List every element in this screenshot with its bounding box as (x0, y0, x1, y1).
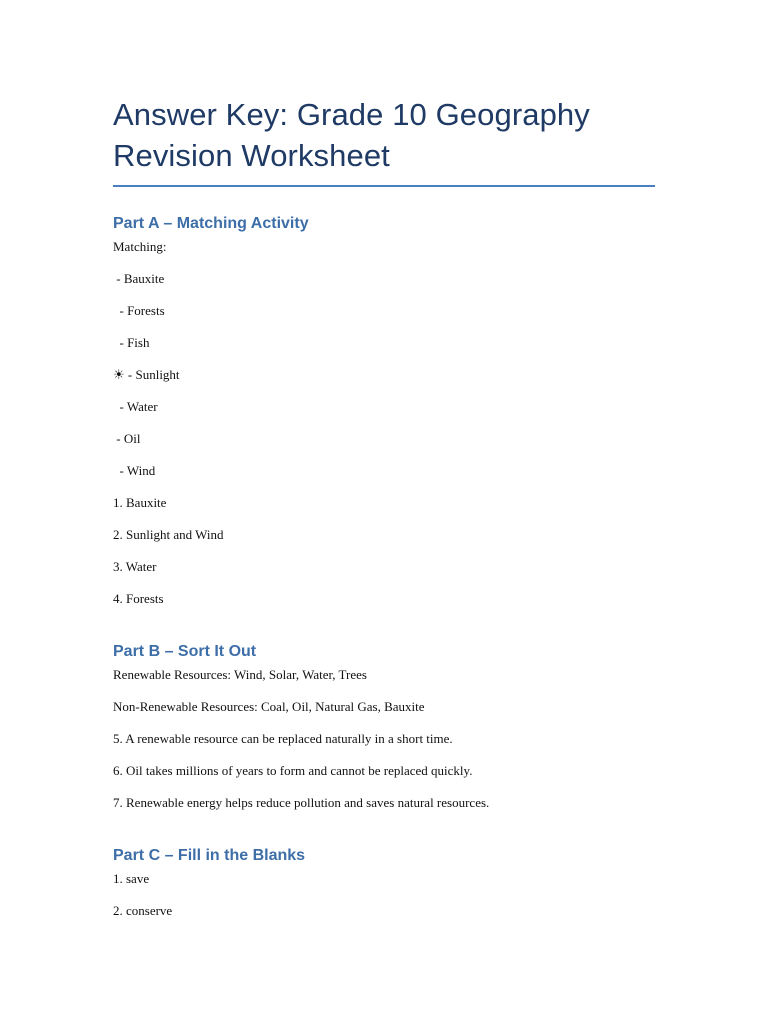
section-c-line: 1. save (113, 871, 150, 886)
section-a-line: Matching: (113, 239, 167, 254)
document-page (113, 94, 655, 187)
section-b-line: Non-Renewable Resources: Coal, Oil, Natural Gas, Bauxite (113, 699, 425, 714)
section-b-line: Renewable Resources: Wind, Solar, Water, Trees (113, 667, 367, 682)
section-a-line: - Fish (113, 335, 150, 350)
section-a-line: 1. Bauxite (113, 495, 167, 510)
section-b-line: 5. A renewable resource can be replaced naturally in a short time. (113, 731, 453, 746)
section-b-line: 7. Renewable energy helps reduce pollution and saves natural resources. (113, 795, 490, 810)
section-a-line: - Bauxite (113, 271, 165, 286)
section-c-line: 2. conserve (113, 903, 173, 918)
section-a-line: 2. Sunlight and Wind (113, 527, 224, 542)
section-a-line: ☀ - Sunlight (113, 367, 180, 382)
section-b-line: 6. Oil takes millions of years to form and cannot be replaced quickly. (113, 763, 473, 778)
section-a-line: - Forests (113, 303, 165, 318)
section-heading-part-c: Part C – Fill in the Blanks (113, 847, 306, 864)
section-a-line: 4. Forests (113, 591, 164, 606)
section-a-line: - Wind (113, 463, 156, 478)
title-divider (113, 185, 655, 187)
title-line-1: Answer Key: Grade 10 Geography (113, 97, 590, 132)
document-title (113, 94, 655, 176)
section-a-line: - Water (113, 399, 158, 414)
section-heading-part-b: Part B – Sort It Out (113, 643, 257, 660)
title-line-2: Revision Worksheet (113, 138, 390, 173)
section-heading-part-a: Part A – Matching Activity (113, 215, 309, 232)
section-a-line: 3. Water (113, 559, 157, 574)
section-a-line: - Oil (113, 431, 141, 446)
